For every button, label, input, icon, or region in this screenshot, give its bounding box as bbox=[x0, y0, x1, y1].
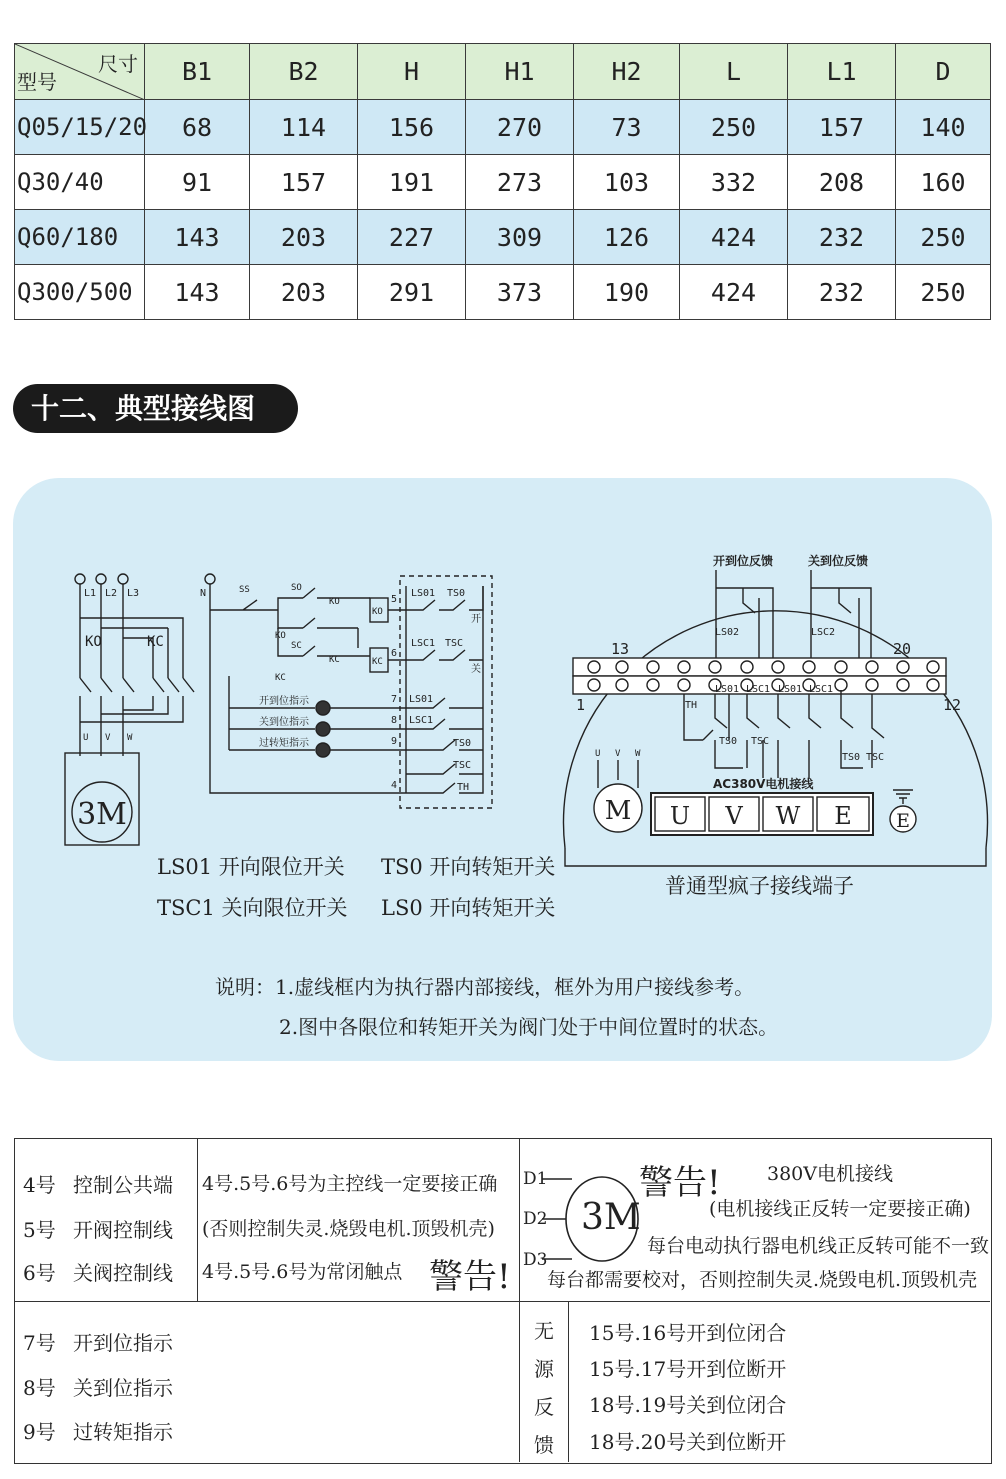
table-row bbox=[15, 155, 991, 210]
column-header: B2 bbox=[250, 44, 358, 100]
lower-switch-label: LSC1 bbox=[746, 684, 771, 695]
terminal-number: 8号 bbox=[23, 1376, 56, 1400]
value-cell: 190 bbox=[574, 265, 680, 320]
switch-label: KO bbox=[329, 597, 340, 607]
value-cell: 227 bbox=[358, 210, 466, 265]
model-cell: Q30/40 bbox=[15, 155, 145, 210]
dimension-table bbox=[14, 43, 991, 320]
vertical-label-char: 无 bbox=[534, 1319, 554, 1343]
relay-label: KC bbox=[372, 657, 383, 667]
motor-terminal-label: W bbox=[127, 733, 133, 743]
feedback-rule: 15号.17号开到位断开 bbox=[589, 1357, 787, 1381]
switch-label: SS bbox=[239, 585, 250, 595]
motor-terminal-label: U bbox=[595, 749, 601, 759]
value-cell: 143 bbox=[145, 265, 250, 320]
terminal-description: 控制公共端 bbox=[73, 1173, 173, 1197]
corner-bottom-label: 型号 bbox=[17, 70, 57, 94]
table-row bbox=[15, 265, 991, 320]
warning-label: 警告! bbox=[429, 1257, 511, 1297]
value-cell: 203 bbox=[250, 210, 358, 265]
terminal-number: 5号 bbox=[23, 1218, 56, 1242]
switch-label: KC bbox=[275, 673, 286, 683]
value-cell: 232 bbox=[788, 265, 896, 320]
line-label: N bbox=[200, 588, 207, 599]
model-cell: Q60/180 bbox=[15, 210, 145, 265]
indicator-lamp bbox=[316, 701, 330, 715]
indicator-lamp bbox=[316, 722, 330, 736]
value-cell: 114 bbox=[250, 100, 358, 155]
lower-switch-label: LS01 bbox=[715, 684, 740, 695]
indicator-lamp bbox=[316, 743, 330, 757]
column-header: H1 bbox=[466, 44, 574, 100]
main-control-note: (否则控制失灵.烧毁电机.顶毁机壳) bbox=[202, 1218, 495, 1240]
note-line: 说明：1.虚线框内为执行器内部接线，框外为用户接线参考。 bbox=[215, 975, 755, 999]
value-cell: 126 bbox=[574, 210, 680, 265]
value-cell: 250 bbox=[896, 265, 991, 320]
value-cell: 291 bbox=[358, 265, 466, 320]
switch-label: SO bbox=[291, 583, 302, 593]
legend-item: TS0 开向转矩开关 bbox=[381, 855, 556, 879]
corner-header-cell bbox=[15, 44, 145, 100]
value-cell: 160 bbox=[896, 155, 991, 210]
value-cell: 232 bbox=[788, 210, 896, 265]
column-header: H2 bbox=[574, 44, 680, 100]
lower-switch-label: LS01 bbox=[778, 684, 803, 695]
lower-switch-label: TS0 bbox=[842, 752, 861, 763]
internal-switch-label: TH bbox=[457, 782, 470, 793]
indicator-label: 开到位指示 bbox=[259, 696, 309, 707]
motor-terminal-label: V bbox=[615, 749, 621, 759]
line-label: L2 bbox=[105, 588, 118, 599]
lower-switch-label: TSC bbox=[866, 752, 885, 763]
terminal-l3 bbox=[118, 574, 128, 584]
corner-top-label: 尺寸 bbox=[98, 52, 138, 76]
column-header: L1 bbox=[788, 44, 896, 100]
terminal-diagram bbox=[563, 553, 987, 866]
line-label: L3 bbox=[127, 588, 140, 599]
terminal-description: 关阀控制线 bbox=[73, 1261, 173, 1285]
value-cell: 157 bbox=[250, 155, 358, 210]
column-header: L bbox=[680, 44, 788, 100]
table-row bbox=[15, 210, 991, 265]
terminal-number: 9号 bbox=[23, 1420, 56, 1444]
wiring-info-table bbox=[14, 1138, 992, 1464]
motor-terminal-letter: U bbox=[669, 802, 691, 830]
contactor-label: KC bbox=[147, 634, 164, 650]
side-label: 开 bbox=[471, 614, 481, 625]
value-cell: 270 bbox=[466, 100, 574, 155]
terminal-number: 7 bbox=[391, 694, 398, 705]
value-cell: 140 bbox=[896, 100, 991, 155]
line-label: L1 bbox=[84, 588, 97, 599]
value-cell: 309 bbox=[466, 210, 574, 265]
terminal-l2 bbox=[96, 574, 106, 584]
internal-switch-label: TS0 bbox=[453, 738, 472, 749]
motor-note: 380V电机接线 bbox=[767, 1163, 893, 1185]
motor-note: 每台都需要校对，否则控制失灵.烧毁电机.顶毁机壳 bbox=[547, 1269, 978, 1291]
section-title: 十二、典型接线图 bbox=[13, 384, 298, 433]
terminal-number: 8 bbox=[391, 715, 398, 726]
value-cell: 424 bbox=[680, 265, 788, 320]
motor-lead-label: D1 bbox=[523, 1169, 548, 1189]
value-cell: 73 bbox=[574, 100, 680, 155]
legend-item: LS01 开向限位开关 bbox=[157, 855, 345, 879]
column-divider bbox=[197, 1139, 198, 1301]
value-cell: 157 bbox=[788, 100, 896, 155]
internal-switch-label: LSC1 bbox=[409, 715, 434, 726]
value-cell: 203 bbox=[250, 265, 358, 320]
table-header-row bbox=[15, 44, 991, 100]
motor-label: M bbox=[604, 796, 632, 826]
feedback-rule: 18号.20号关到位断开 bbox=[589, 1430, 787, 1454]
indicator-label: 关到位指示 bbox=[259, 717, 309, 728]
value-cell: 332 bbox=[680, 155, 788, 210]
terminal-description: 开阀控制线 bbox=[73, 1218, 173, 1242]
terminal-number: 12 bbox=[943, 696, 962, 714]
terminal-number: 6号 bbox=[23, 1261, 56, 1285]
row-divider bbox=[15, 1301, 990, 1302]
terminal-number: 9 bbox=[391, 736, 398, 747]
internal-switch-label: LS01 bbox=[409, 694, 434, 705]
terminal-number: 4号 bbox=[23, 1173, 56, 1197]
feedback-rule: 18号.19号关到位闭合 bbox=[589, 1393, 787, 1417]
motor-terminal-label: W bbox=[635, 749, 641, 759]
terminal-number: 7号 bbox=[23, 1331, 56, 1355]
vertical-label-char: 源 bbox=[534, 1357, 554, 1381]
left-schematic bbox=[65, 574, 492, 845]
column-header: D bbox=[896, 44, 991, 100]
legend-item: LS0 开向转矩开关 bbox=[381, 896, 556, 920]
wiring-diagram-panel bbox=[13, 478, 992, 1061]
lower-switch-label: TH bbox=[685, 700, 698, 711]
motor-label: 3M bbox=[77, 797, 127, 832]
internal-switch-label: TSC bbox=[453, 760, 472, 771]
terminal-number: 5 bbox=[391, 594, 398, 605]
terminal-number: 13 bbox=[611, 640, 630, 658]
motor-wiring-label: AC380V电机接线 bbox=[713, 777, 814, 791]
switch-label: KC bbox=[329, 655, 340, 665]
main-control-note: 4号.5号.6号为主控线一定要接正确 bbox=[202, 1173, 498, 1195]
switch-label: KO bbox=[275, 631, 286, 641]
terminal-l1 bbox=[75, 574, 85, 584]
ground-label: E bbox=[896, 810, 910, 832]
terminal-number: 4 bbox=[391, 780, 398, 791]
terminal-description: 过转矩指示 bbox=[73, 1420, 173, 1444]
terminal-description: 关到位指示 bbox=[73, 1376, 173, 1400]
value-cell: 273 bbox=[466, 155, 574, 210]
feedback-label: 开到位反馈 bbox=[713, 554, 774, 568]
motor-terminal-label: V bbox=[105, 733, 111, 743]
lower-switch-label: TSC bbox=[751, 736, 770, 747]
value-cell: 103 bbox=[574, 155, 680, 210]
motor-note: 每台电动执行器电机线正反转可能不一致 bbox=[647, 1235, 990, 1257]
vertical-label-char: 反 bbox=[534, 1395, 554, 1419]
value-cell: 373 bbox=[466, 265, 574, 320]
warning-label: 警告! bbox=[639, 1163, 721, 1203]
motor-lead-label: D3 bbox=[523, 1250, 548, 1270]
main-control-note: 4号.5号.6号为常闭触点 bbox=[202, 1261, 403, 1283]
side-label: 关 bbox=[471, 664, 481, 675]
upper-switch-label: LS02 bbox=[715, 627, 740, 638]
value-cell: 250 bbox=[896, 210, 991, 265]
internal-switch-label: TSC bbox=[445, 638, 464, 649]
value-cell: 143 bbox=[145, 210, 250, 265]
vertical-label-char: 馈 bbox=[534, 1433, 554, 1457]
upper-switch-label: LSC2 bbox=[811, 627, 836, 638]
motor-terminal-letter: V bbox=[725, 802, 743, 830]
note-line: 2.图中各限位和转矩开关为阀门处于中间位置时的状态。 bbox=[279, 1015, 779, 1039]
terminal-description: 开到位指示 bbox=[73, 1331, 173, 1355]
model-cell: Q300/500 bbox=[15, 265, 145, 320]
internal-switch-label: LSC1 bbox=[411, 638, 436, 649]
feedback-rule: 15号.16号开到位闭合 bbox=[589, 1321, 787, 1345]
legend-item: TSC1 关向限位开关 bbox=[157, 896, 348, 920]
value-cell: 191 bbox=[358, 155, 466, 210]
motor-terminal-label: U bbox=[83, 733, 89, 743]
terminal-n bbox=[205, 574, 215, 584]
terminal-caption: 普通型疯子接线端子 bbox=[665, 874, 854, 898]
column-header: B1 bbox=[145, 44, 250, 100]
internal-frame bbox=[400, 576, 492, 808]
internal-switch-label: LS01 bbox=[411, 588, 436, 599]
feedback-label: 关到位反馈 bbox=[808, 554, 869, 568]
value-cell: 68 bbox=[145, 100, 250, 155]
contactor-label: KO bbox=[85, 634, 102, 650]
relay-label: KO bbox=[372, 607, 383, 617]
lower-switch-label: LSC1 bbox=[809, 684, 834, 695]
terminal-strip-upper bbox=[573, 658, 946, 676]
terminal-number: 6 bbox=[391, 648, 398, 659]
motor-terminal-letter: W bbox=[775, 802, 801, 830]
internal-switch-label: TS0 bbox=[447, 588, 466, 599]
indicator-label: 过转矩指示 bbox=[259, 738, 309, 749]
table-row bbox=[15, 100, 991, 155]
model-cell: Q05/15/20 bbox=[15, 100, 145, 155]
motor-note: (电机接线正反转一定要接正确) bbox=[709, 1198, 971, 1220]
terminal-number: 1 bbox=[576, 696, 586, 714]
lower-switch-label: TS0 bbox=[719, 736, 738, 747]
value-cell: 424 bbox=[680, 210, 788, 265]
value-cell: 208 bbox=[788, 155, 896, 210]
value-cell: 91 bbox=[145, 155, 250, 210]
motor-lead-label: D2 bbox=[523, 1209, 548, 1229]
switch-label: SC bbox=[291, 641, 302, 651]
column-header: H bbox=[358, 44, 466, 100]
terminal-number: 20 bbox=[893, 640, 912, 658]
ground-icon bbox=[893, 790, 913, 804]
motor-terminal-letter: E bbox=[834, 802, 852, 830]
column-divider bbox=[568, 1301, 569, 1462]
motor-label: 3M bbox=[581, 1197, 641, 1238]
value-cell: 156 bbox=[358, 100, 466, 155]
value-cell: 250 bbox=[680, 100, 788, 155]
